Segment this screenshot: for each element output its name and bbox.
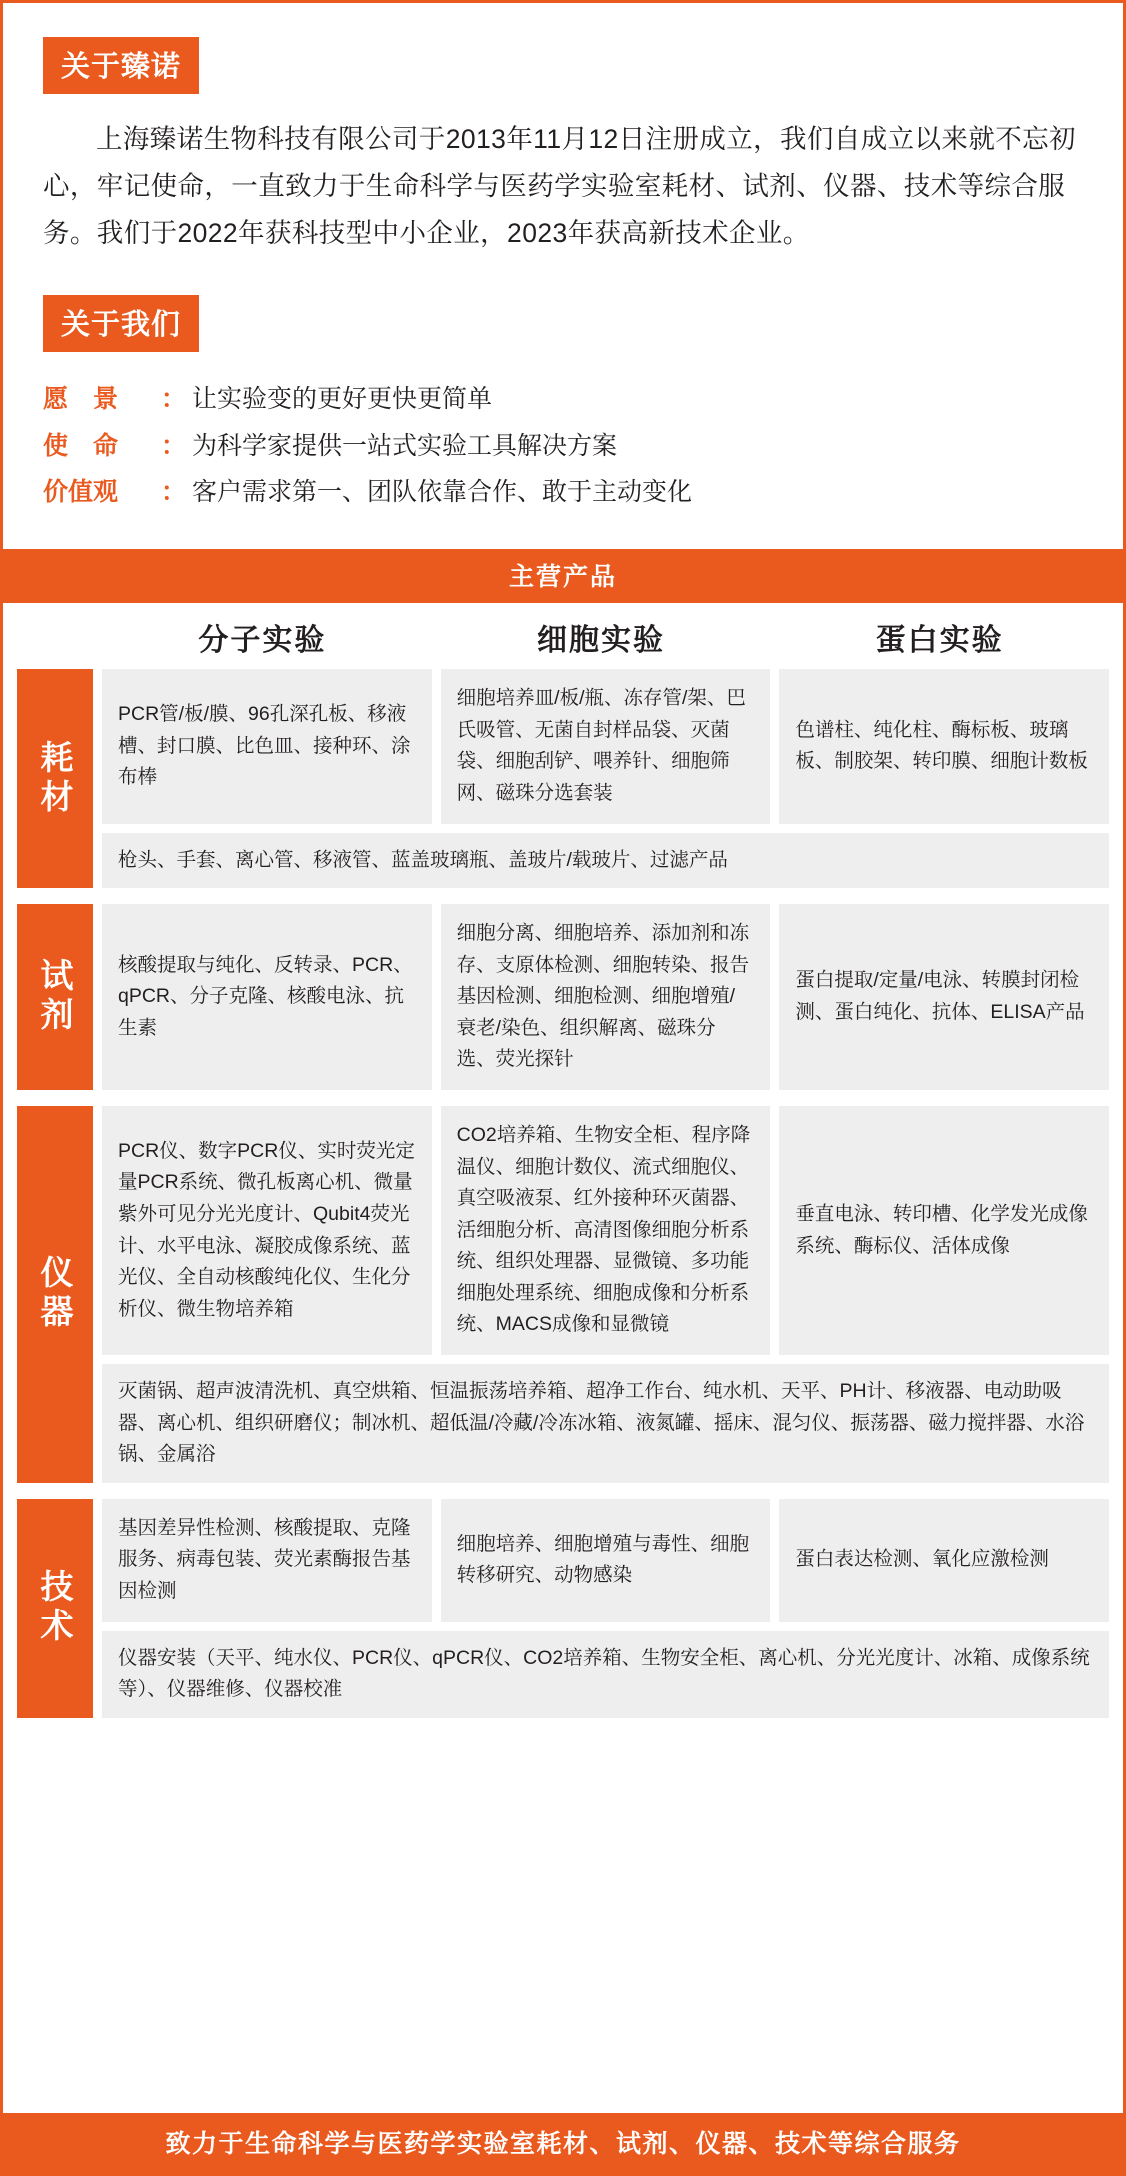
about-us-section <box>3 257 1123 515</box>
row-cells-instruments <box>102 1106 1109 1355</box>
column-header-molecular: 分子实验 <box>198 624 327 658</box>
about-colon-vision: ： <box>161 385 187 414</box>
cell-consumables-protein: 色谱柱、纯化柱、酶标板、玻璃板、制胶架、转印膜、细胞计数板 <box>779 669 1109 823</box>
cell-reagents-molecular: 核酸提取与纯化、反转录、PCR、qPCR、分子克隆、核酸电泳、抗生素 <box>102 904 432 1090</box>
about-company-text: 上海臻诺生物科技有限公司于2013年11月12日注册成立，我们自成立以来就不忘初心，牢记使命，一直致力于生命科学与医药学实验室耗材、试剂、仪器、技术等综合服务。我们于2022年获科技型中小企业，2023年获高新技术企业。 <box>43 124 1076 249</box>
cell-consumables-shared: 枪头、手套、离心管、移液管、蓝盖玻璃瓶、盖玻片/载玻片、过滤产品 <box>102 833 1109 889</box>
row-cells-consumables <box>102 669 1109 823</box>
cell-instruments-molecular: PCR仪、数字PCR仪、实时荧光定量PCR系统、微孔板离心机、微量紫外可见分光光度计、Qubit4荧光计、水平电泳、凝胶成像系统、蓝光仪、全自动核酸纯化仪、生化分析仪、微生物培养箱 <box>102 1106 432 1355</box>
product-row-consumables <box>17 669 1109 888</box>
row-body-consumables <box>102 669 1109 888</box>
products-grid <box>3 603 1123 1733</box>
about-value-values: 客户需求第一、团队依靠合作、敢于主动变化 <box>192 477 693 506</box>
about-us-list <box>43 376 1083 515</box>
about-company-section <box>3 3 1123 257</box>
cell-technology-molecular: 基因差异性检测、核酸提取、克隆服务、病毒包装、荧光素酶报告基因检测 <box>102 1499 432 1622</box>
cell-technology-protein: 蛋白表达检测、氧化应激检测 <box>779 1499 1109 1622</box>
cell-instruments-protein: 垂直电泳、转印槽、化学发光成像系统、酶标仪、活体成像 <box>779 1106 1109 1355</box>
column-header-protein: 蛋白实验 <box>875 624 1004 658</box>
product-row-instruments <box>17 1106 1109 1483</box>
about-value-vision: 让实验变的更好更快更简单 <box>192 385 493 414</box>
footer-slogan: 致力于生命科学与医药学实验室耗材、试剂、仪器、技术等综合服务 <box>3 2113 1123 2173</box>
cell-instruments-cell: CO2培养箱、生物安全柜、程序降温仪、细胞计数仪、流式细胞仪、真空吸液泵、红外接种环灭菌器、活细胞分析、高清图像细胞分析系统、组织处理器、显微镜、多功能细胞处理系统、细胞成像和分析系统、MACS成像和显微镜 <box>441 1106 771 1355</box>
row-label-consumables: 耗材 <box>17 669 93 888</box>
cell-instruments-shared: 灭菌锅、超声波清洗机、真空烘箱、恒温振荡培养箱、超净工作台、纯水机、天平、PH计、移液器、电动助吸器、离心机、组织研磨仪；制冰机、超低温/冷藏/冷冻冰箱、液氮罐、摇床、混匀仪、振荡器、磁力搅拌器、水浴锅、金属浴 <box>102 1364 1109 1483</box>
cell-reagents-protein: 蛋白提取/定量/电泳、转膜封闭检测、蛋白纯化、抗体、ELISA产品 <box>779 904 1109 1090</box>
row-label-reagents: 试剂 <box>17 904 93 1090</box>
products-banner: 主营产品 <box>3 549 1123 603</box>
about-row-values <box>43 469 1083 515</box>
cell-reagents-cell: 细胞分离、细胞培养、添加剂和冻存、支原体检测、细胞转染、报告基因检测、细胞检测、细胞增殖/衰老/染色、组织解离、磁珠分选、荧光探针 <box>441 904 771 1090</box>
about-us-tag: 关于我们 <box>43 295 199 352</box>
row-cells-reagents <box>102 904 1109 1090</box>
about-key-vision: 愿 景 <box>43 385 119 414</box>
about-colon-values: ： <box>161 477 187 506</box>
column-header-cell: 细胞实验 <box>537 624 665 658</box>
about-row-vision <box>43 376 1083 422</box>
about-key-values: 价值观 <box>43 477 119 506</box>
product-row-reagents <box>17 904 1109 1090</box>
about-value-mission: 为科学家提供一站式实验工具解决方案 <box>192 431 618 460</box>
cell-consumables-cell: 细胞培养皿/板/瓶、冻存管/架、巴氏吸管、无菌自封样品袋、灭菌袋、细胞刮铲、喂养针、细胞筛网、磁珠分选套装 <box>441 669 771 823</box>
products-column-headers <box>17 603 1109 669</box>
row-cells-technology <box>102 1499 1109 1622</box>
cell-technology-shared: 仪器安装（天平、纯水仪、PCR仪、qPCR仪、CO2培养箱、生物安全柜、离心机、分光光度计、冰箱、成像系统等）、仪器维修、仪器校准 <box>102 1631 1109 1718</box>
about-key-mission: 使 命 <box>43 431 119 460</box>
row-label-instruments: 仪器 <box>17 1106 93 1483</box>
row-body-reagents <box>102 904 1109 1090</box>
row-body-technology <box>102 1499 1109 1718</box>
about-row-mission <box>43 423 1083 469</box>
cell-technology-cell: 细胞培养、细胞增殖与毒性、细胞转移研究、动物感染 <box>441 1499 771 1622</box>
row-label-technology: 技术 <box>17 1499 93 1718</box>
about-company-tag: 关于臻诺 <box>43 37 199 94</box>
cell-consumables-molecular: PCR管/板/膜、96孔深孔板、移液槽、封口膜、比色皿、接种环、涂布棒 <box>102 669 432 823</box>
about-colon-mission: ： <box>161 431 187 460</box>
row-body-instruments <box>102 1106 1109 1483</box>
product-row-technology <box>17 1499 1109 1718</box>
